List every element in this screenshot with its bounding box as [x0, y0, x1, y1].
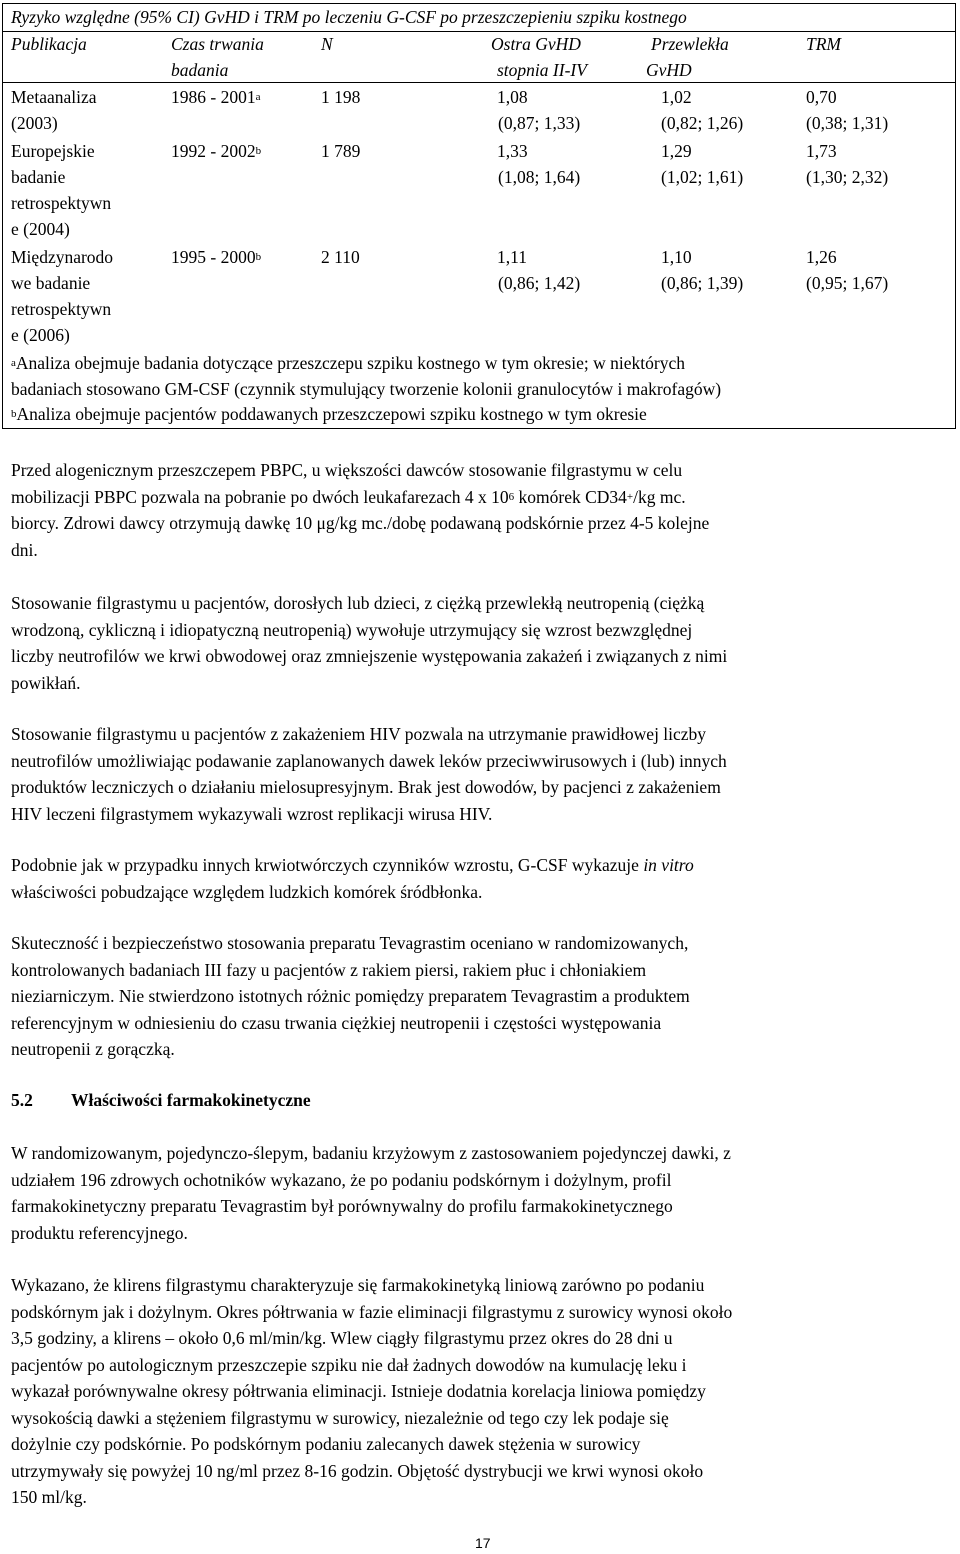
row3-n: 2 110 [321, 247, 360, 267]
row1-chronic-ci: (0,82; 1,26) [661, 113, 744, 133]
page-number: 17 [475, 1535, 491, 1551]
row1-n: 1 198 [321, 87, 361, 107]
row2-acute: 1,33 [497, 141, 528, 161]
paragraph-chronic-neutropenia: Stosowanie filgrastymu u pacjentów, dorosłych lub dzieci, z ciężką przewlekłą neutropenią (ciężką wrodzoną, cykliczną i idiopatyczną neutropenią) wywołuje utrzymujący się wzrost bezwzględnej liczby neutrofilów we krwi obwodowej oraz zmniejszenie występowania zakażeń i związanych z nimi powikłań. [11, 593, 728, 693]
footnote-b: $^b$Analiza obejmuje pacjentów poddawanych przeszczepowi szpiku kostnego w tym okresie [11, 404, 647, 424]
paragraph-pk-study: W randomizowanym, pojedynczo-ślepym, badaniu krzyżowym z zastosowaniem pojedynczej dawki, z udziałem 196 zdrowych ochotników wykazano, że po podaniu podskórnym i dożylnym, profil farmakokinetyczny preparatu Tevagrastim był porównywalny do profilu farmakokinetycznego produktu referencyjnego. [11, 1143, 731, 1243]
row2-publication-line3: retrospektywn [11, 193, 112, 213]
paragraph-efficacy: Skuteczność i bezpieczeństwo stosowania preparatu Tevagrastim oceniano w randomizowanych, kontrolowanych badaniach III fazy u pacjentów z rakiem piersi, rakiem płuc i chłoniakiem nieziarniczym. Nie stwierdzono istotnych różnic pomiędzy preparatem Tevagrastim a produktem referencyjnym w odniesieniu do czasu trwania ciężkiej neutropenii i częstości występowania neutropenii z gorączką. [11, 933, 690, 1059]
header-publication: Publikacja [11, 34, 87, 54]
section-number: 5.2 [11, 1090, 33, 1110]
row3-publication-line4: e (2006) [11, 325, 70, 345]
footnote-a: $^a$Analiza obejmuje badania dotyczące przeszczepu szpiku kostnego w tym okresie; w niektórych [11, 353, 686, 373]
header-chronic-gvhd-line2: GvHD [646, 60, 692, 80]
row2-chronic-ci: (1,02; 1,61) [661, 167, 744, 187]
row3-publication-line3: retrospektywn [11, 299, 112, 319]
row3-chronic-ci: (0,86; 1,39) [661, 273, 744, 293]
row1-publication-line1: Metaanaliza [11, 87, 97, 107]
table-header-divider [2, 82, 956, 83]
row2-publication-line4: e (2004) [11, 219, 70, 239]
row3-trm: 1,26 [806, 247, 837, 267]
row3-publication-line1: Międzynarodo [11, 247, 114, 267]
row1-acute-ci: (0,87; 1,33) [498, 113, 581, 133]
row1-trm-ci: (0,38; 1,31) [806, 113, 889, 133]
row3-period: 1995 - 2000$^b$ [171, 247, 262, 267]
paragraph-endothelial: Podobnie jak w przypadku innych krwiotwórczych czynników wzrostu, G-CSF wykazuje in vitro właściwości pobudzające względem ludzkich komórek śródbłonka. [11, 855, 694, 902]
row3-publication-line2: we badanie [11, 273, 91, 293]
paragraph-pbpc-mobilization: Przed alogenicznym przeszczepem PBPC, u większości dawców stosowanie filgrastymu w celu mobilizacji PBPC pozwala na pobranie po dwóch leukafarezach 4 x $10^6$ komórek CD34+/kg mc. biorcy. Zdrowi dawcy otrzymują dawkę 10 μg/kg mc./dobę podawaną podskórnie przez 4-5 kolejne dni. [11, 460, 710, 560]
row2-trm-ci: (1,30; 2,32) [806, 167, 889, 187]
table-title: Ryzyko względne (95% CI) GvHD i TRM po leczeniu G-CSF po przeszczepieniu szpiku kostnego [11, 7, 687, 27]
row3-acute-ci: (0,86; 1,42) [498, 273, 581, 293]
paragraph-clearance: Wykazano, że klirens filgrastymu charakteryzuje się farmakokinetyką liniową zarówno po podaniu podskórnym jak i dożylnym. Okres półtrwania w fazie eliminacji filgrastymu z surowicy wynosi około 3,5 godziny, a klirens – około 0,6 ml/min/kg. Wlew ciągły filgrastymu przez okres do 28 dni u pacjentów po autologicznym przeszczepie szpiku nie dał żadnych dowodów na kumulację leku i wykazał porównywalne okresy półtrwania eliminacji. Istnieje dodatnia korelacja liniowa pomiędzy wysokością dawki a stężeniem filgrastymu w surowicy, niezależnie od tego czy lek podaje się dożylnie czy podskórnie. Po podskórnym podaniu zalecanych dawek stężenia w surowicy utrzymywały się powyżej 10 ng/ml przez 8-16 godzin. Objętość dystrybucji we krwi wynosi około 150 ml/kg. [11, 1275, 733, 1507]
row1-publication-line2: (2003) [11, 113, 58, 133]
row2-period: 1992 - 2002$^b$ [171, 141, 262, 161]
row2-acute-ci: (1,08; 1,64) [498, 167, 581, 187]
row1-trm: 0,70 [806, 87, 837, 107]
paragraph-hiv: Stosowanie filgrastymu u pacjentów z zakażeniem HIV pozwala na utrzymanie prawidłowej liczby neutrofilów umożliwiając podawanie zaplanowanych dawek leków przeciwwirusowych i (lub) innych produktów leczniczych o działaniu mielosupresyjnym. Brak jest dowodów, by pacjenci z zakażeniem HIV leczeni filgrastymem wykazywali wzrost replikacji wirusa HIV. [11, 724, 727, 824]
row3-acute: 1,11 [497, 247, 527, 267]
row2-chronic: 1,29 [661, 141, 692, 161]
header-duration-line2: badania [171, 60, 229, 80]
header-n: N [321, 34, 333, 54]
row3-chronic: 1,10 [661, 247, 692, 267]
row2-publication-line2: badanie [11, 167, 66, 187]
header-chronic-gvhd: Przewlekła [651, 34, 729, 54]
header-duration: Czas trwania [171, 34, 264, 54]
row1-acute: 1,08 [497, 87, 528, 107]
section-title: Właściwości farmakokinetyczne [71, 1090, 311, 1110]
row1-chronic: 1,02 [661, 87, 692, 107]
footnote-a-line2: badaniach stosowano GM-CSF (czynnik stymulujący tworzenie kolonii granulocytów i makrofagów) [11, 379, 722, 399]
header-acute-gvhd-line2: stopnia II-IV [497, 60, 587, 80]
row3-trm-ci: (0,95; 1,67) [806, 273, 889, 293]
row1-period: 1986 - 2001$^a$ [171, 87, 261, 107]
row2-n: 1 789 [321, 141, 361, 161]
row2-publication-line1: Europejskie [11, 141, 95, 161]
header-acute-gvhd: Ostra GvHD [491, 34, 581, 54]
header-trm: TRM [806, 34, 841, 54]
row2-trm: 1,73 [806, 141, 837, 161]
